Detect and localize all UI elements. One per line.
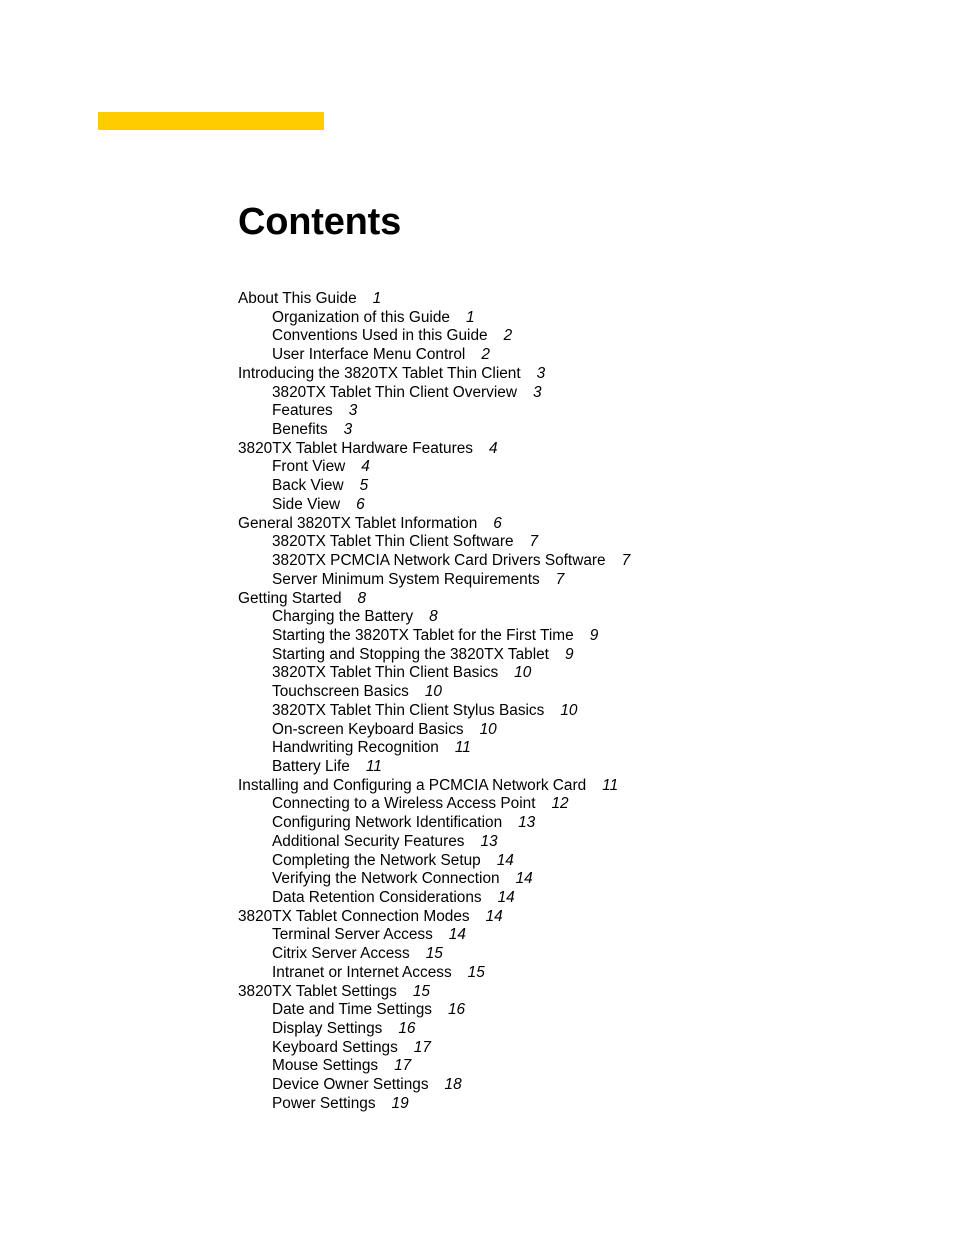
toc-entry-title: Citrix Server Access xyxy=(272,945,410,963)
toc-entry-title: Configuring Network Identification xyxy=(272,814,503,832)
toc-entry-title: Getting Started xyxy=(238,589,342,607)
toc-entry-title: On-screen Keyboard Basics xyxy=(272,720,464,738)
toc-entry-title: Keyboard Settings xyxy=(272,1038,398,1056)
toc-entry-section[interactable] xyxy=(238,496,918,515)
toc-entry-chapter[interactable] xyxy=(238,983,918,1002)
toc-entry-title: Starting the 3820TX Tablet for the First Time xyxy=(272,626,574,644)
toc-entry-title: Data Retention Considerations xyxy=(272,889,482,906)
toc-entry-chapter[interactable] xyxy=(238,365,918,384)
toc-entry-page-number: 18 xyxy=(444,1076,462,1094)
toc-entry-page-number: 11 xyxy=(602,776,619,794)
toc-entry-page-number: 10 xyxy=(424,683,442,701)
toc-entry-section[interactable] xyxy=(238,402,918,421)
toc-entry-title: Benefits xyxy=(272,421,328,439)
toc-entry-page-number: 14 xyxy=(448,926,466,944)
toc-entry-page-number: 19 xyxy=(391,1094,409,1112)
toc-entry-page-number: 13 xyxy=(518,814,536,832)
toc-entry-title: About This Guide xyxy=(238,290,357,307)
toc-entry-section[interactable] xyxy=(238,627,918,646)
toc-entry-chapter[interactable] xyxy=(238,515,918,534)
toc-entry-page-number: 7 xyxy=(555,570,565,588)
toc-entry-page-number: 14 xyxy=(496,851,514,869)
toc-entry-page-number: 3 xyxy=(532,383,542,401)
toc-entry-section[interactable] xyxy=(238,721,918,740)
toc-entry-title: Date and Time Settings xyxy=(272,1001,432,1019)
toc-entry-section[interactable] xyxy=(238,795,918,814)
toc-entry-title: Additional Security Features xyxy=(272,832,465,850)
toc-entry-section[interactable] xyxy=(238,870,918,889)
toc-entry-section[interactable] xyxy=(238,758,918,777)
toc-entry-page-number: 7 xyxy=(621,552,631,570)
toc-entry-section[interactable] xyxy=(238,346,918,365)
toc-entry-chapter[interactable] xyxy=(238,777,918,796)
toc-entry-title: Display Settings xyxy=(272,1020,383,1038)
toc-entry-title: 3820TX Tablet Thin Client Software xyxy=(272,533,514,551)
toc-entry-title: 3820TX Tablet Hardware Features xyxy=(238,439,473,457)
toc-entry-page-number: 8 xyxy=(429,608,438,626)
toc-entry-page-number: 6 xyxy=(356,495,365,513)
toc-entry-page-number: 10 xyxy=(560,701,578,719)
toc-entry-title: 3820TX Tablet Thin Client Stylus Basics xyxy=(272,701,545,719)
toc-entry-section[interactable] xyxy=(238,833,918,852)
toc-entry-title: Starting and Stopping the 3820TX Tablet xyxy=(272,645,549,663)
toc-entry-section[interactable] xyxy=(238,608,918,627)
toc-entry-title: Organization of this Guide xyxy=(272,308,450,326)
toc-entry-title: Features xyxy=(272,402,333,420)
toc-entry-title: Connecting to a Wireless Access Point xyxy=(272,795,536,813)
toc-entry-section[interactable] xyxy=(238,1020,918,1039)
toc-entry-page-number: 8 xyxy=(357,589,367,607)
toc-entry-section[interactable] xyxy=(238,664,918,683)
toc-entry-page-number: 7 xyxy=(529,533,539,551)
toc-entry-title: Device Owner Settings xyxy=(272,1076,429,1094)
toc-entry-title: Verifying the Network Connection xyxy=(272,870,500,888)
toc-entry-section[interactable] xyxy=(238,646,918,665)
toc-entry-title: Completing the Network Setup xyxy=(272,851,481,869)
toc-entry-title: Terminal Server Access xyxy=(272,926,433,944)
toc-entry-page-number: 4 xyxy=(488,439,498,457)
toc-entry-page-number: 16 xyxy=(447,1001,466,1019)
toc-entry-section[interactable] xyxy=(238,458,918,477)
toc-entry-title: Conventions Used in this Guide xyxy=(272,327,488,345)
toc-entry-page-number: 14 xyxy=(485,907,503,925)
toc-entry-page-number: 16 xyxy=(398,1020,416,1038)
toc-entry-section[interactable] xyxy=(238,739,918,758)
toc-entry-page-number: 11 xyxy=(365,757,382,775)
toc-entry-page-number: 9 xyxy=(589,626,599,644)
toc-entry-title: Handwriting Recognition xyxy=(272,739,439,757)
toc-entry-page-number: 2 xyxy=(503,327,513,345)
toc-entry-section[interactable] xyxy=(238,683,918,702)
toc-entry-section[interactable] xyxy=(238,702,918,721)
toc-entry-section[interactable] xyxy=(238,327,918,346)
toc-entry-page-number: 2 xyxy=(481,346,490,364)
toc-entry-title: Server Minimum System Requirements xyxy=(272,570,540,588)
toc-entry-page-number: 6 xyxy=(493,514,502,532)
toc-entry-section[interactable] xyxy=(238,477,918,496)
toc-entry-title: Battery Life xyxy=(272,757,350,775)
toc-entry-page-number: 14 xyxy=(515,870,533,888)
toc-entry-chapter[interactable] xyxy=(238,590,918,609)
toc-entry-section[interactable] xyxy=(238,1076,918,1095)
toc-entry-title: General 3820TX Tablet Information xyxy=(238,514,478,532)
toc-entry-title: Side View xyxy=(272,495,341,513)
toc-entry-page-number: 9 xyxy=(564,645,574,663)
toc-entry-title: Charging the Battery xyxy=(272,608,414,626)
toc-entry-title: 3820TX Tablet Thin Client Basics xyxy=(272,664,499,682)
toc-entry-page-number: 14 xyxy=(497,889,515,906)
toc-entry-page-number: 15 xyxy=(412,982,430,1000)
toc-entry-section[interactable] xyxy=(238,814,918,833)
toc-entry-section[interactable] xyxy=(238,852,918,871)
toc-entry-section[interactable] xyxy=(238,421,918,440)
toc-entry-page-number: 10 xyxy=(514,664,532,682)
toc-entry-page-number: 11 xyxy=(454,739,471,757)
table-of-contents xyxy=(238,290,918,1114)
toc-entry-page-number: 3 xyxy=(348,402,358,420)
toc-entry-section[interactable] xyxy=(238,1039,918,1058)
toc-entry-section[interactable] xyxy=(238,1001,918,1020)
toc-entry-page-number: 3 xyxy=(536,364,546,382)
toc-entry-page-number: 10 xyxy=(479,720,497,738)
accent-bar xyxy=(98,112,324,130)
toc-entry-title: 3820TX Tablet Thin Client Overview xyxy=(272,383,517,401)
toc-entry-section[interactable] xyxy=(238,889,918,908)
toc-entry-section[interactable] xyxy=(238,552,918,571)
toc-entry-chapter[interactable] xyxy=(238,908,918,927)
toc-entry-section[interactable] xyxy=(238,533,918,552)
toc-entry-section[interactable] xyxy=(238,1057,918,1076)
toc-entry-page-number: 3 xyxy=(343,421,353,439)
toc-entry-section[interactable] xyxy=(238,309,918,328)
toc-entry-page-number: 12 xyxy=(551,795,569,813)
toc-entry-chapter[interactable] xyxy=(238,440,918,459)
toc-entry-page-number: 17 xyxy=(394,1057,412,1075)
toc-entry-title: Touchscreen Basics xyxy=(272,683,409,701)
toc-entry-section[interactable] xyxy=(238,945,918,964)
toc-entry-page-number: 5 xyxy=(359,477,369,495)
toc-entry-title: 3820TX Tablet Connection Modes xyxy=(238,907,470,925)
toc-entry-section[interactable] xyxy=(238,1095,918,1114)
toc-entry-title: Front View xyxy=(272,458,346,476)
toc-entry-page-number: 13 xyxy=(480,832,498,850)
toc-entry-title: 3820TX PCMCIA Network Card Drivers Software xyxy=(272,552,606,570)
toc-entry-chapter[interactable] xyxy=(238,290,918,309)
toc-entry-title: Power Settings xyxy=(272,1094,376,1112)
toc-entry-title: Back View xyxy=(272,477,344,495)
toc-entry-page-number: 15 xyxy=(425,945,443,963)
toc-entry-title: Intranet or Internet Access xyxy=(272,963,452,981)
toc-entry-page-number: 15 xyxy=(467,963,485,981)
toc-entry-section[interactable] xyxy=(238,571,918,590)
toc-entry-section[interactable] xyxy=(238,926,918,945)
toc-entry-page-number: 1 xyxy=(372,290,382,307)
toc-entry-page-number: 17 xyxy=(413,1038,431,1056)
toc-entry-section[interactable] xyxy=(238,384,918,403)
toc-entry-section[interactable] xyxy=(238,964,918,983)
toc-entry-title: 3820TX Tablet Settings xyxy=(238,982,397,1000)
toc-entry-title: Mouse Settings xyxy=(272,1057,379,1075)
toc-entry-title: User Interface Menu Control xyxy=(272,346,466,364)
toc-entry-title: Installing and Configuring a PCMCIA Network Card xyxy=(238,776,587,794)
toc-entry-title: Introducing the 3820TX Tablet Thin Client xyxy=(238,364,521,382)
page-title: Contents xyxy=(238,201,402,243)
toc-entry-page-number: 1 xyxy=(465,308,475,326)
toc-entry-page-number: 4 xyxy=(361,458,370,476)
